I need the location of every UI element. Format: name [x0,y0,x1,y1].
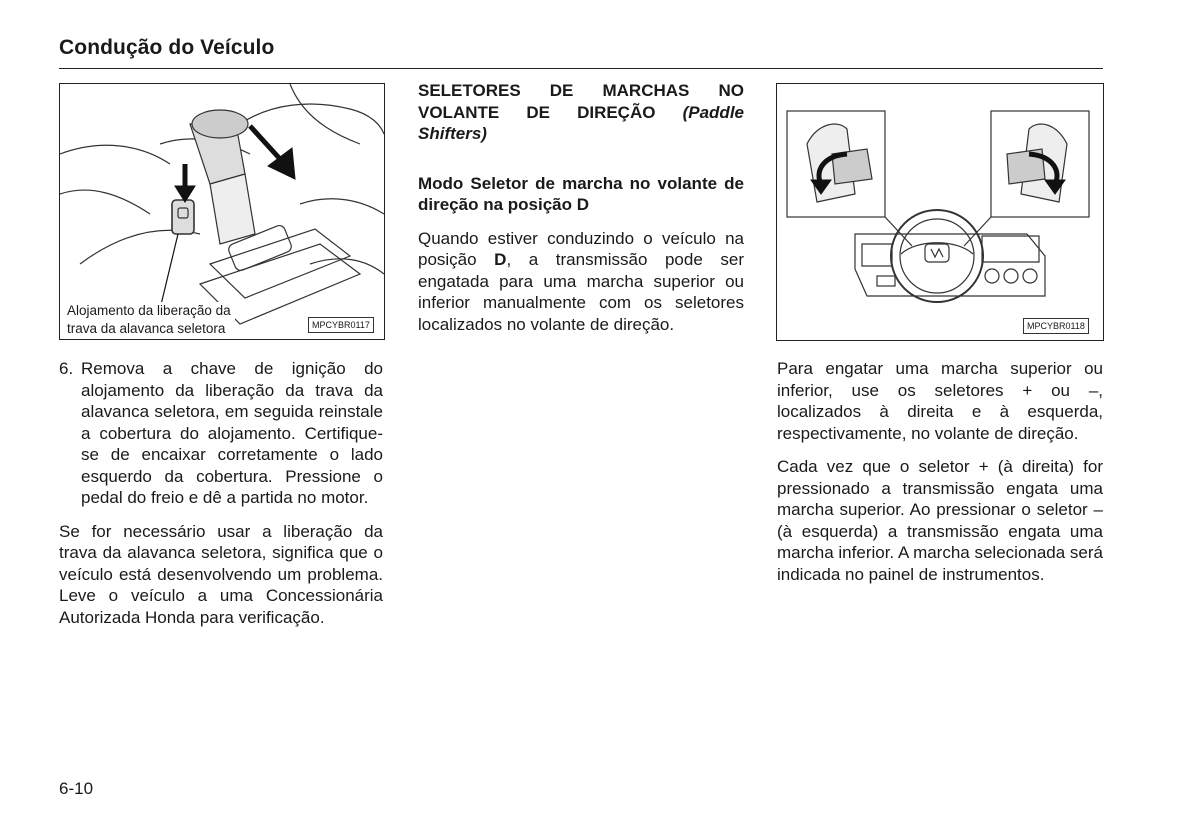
numbered-step [59,358,383,509]
header-divider [59,68,1103,69]
body-paragraph: Quando estiver conduzindo o veículo na posição D, a transmissão pode ser engatada para uma marcha superior ou inferior manualmente com os seletores localizados no volante de direção. [418,228,744,334]
paddle-shifter-illustration [777,84,1103,340]
shift-lever-illustration [60,84,384,339]
body-paragraph: Se for necessário usar a liberação da trava da alavanca seletora, significa que o veículo está desenvolvendo um problema. Leve o veículo a uma Concessionária Autorizada Honda para verificação. [59,521,383,627]
figure-caption: Alojamento da liberação da trava da alavanca seletora [67,302,235,338]
step-number: 6. [59,359,74,378]
right-column [777,358,1103,585]
figure-code-label: MPCYBR0118 [1023,318,1089,334]
figure-shift-lever [59,83,385,340]
body-paragraph: Para engatar uma marcha superior ou inferior, use os seletores + ou –, localizados à direita e à esquerda, respectivamente, no volante de direção. [777,359,1103,443]
middle-column [418,80,744,335]
subsection-title: Modo Seletor de marcha no volante de direção na posição D [418,173,744,214]
figure-paddle-shifters [776,83,1104,341]
left-column [59,358,383,628]
page-number: 6-10 [59,779,94,798]
body-paragraph: Cada vez que o seletor + (à direita) for pressionado a transmissão engata uma marcha superior. Ao pressionar o seletor – (à esquerda) a transmissão engata uma marcha inferior. A marcha selecionada será indicada no painel de instrumentos. [777,457,1104,584]
section-title-italic: (Paddle Shifters) [418,102,744,143]
page-header-title: Condução do Veículo [59,36,275,59]
section-title: SELETORES DE MARCHAS NO VOLANTE DE DIREÇÃO (Paddle Shifters) [418,81,744,143]
step-text: Remova a chave de ignição do alojamento da liberação da trava da alavanca seletora, em seguida reinstale a cobertura do alojamento. Certifique-se de encaixar corretamente o lado esquerdo da cobertura. Pressione o pedal do freio e dê a partida no motor. [81,359,383,507]
figure-code-label: MPCYBR0117 [308,317,374,333]
